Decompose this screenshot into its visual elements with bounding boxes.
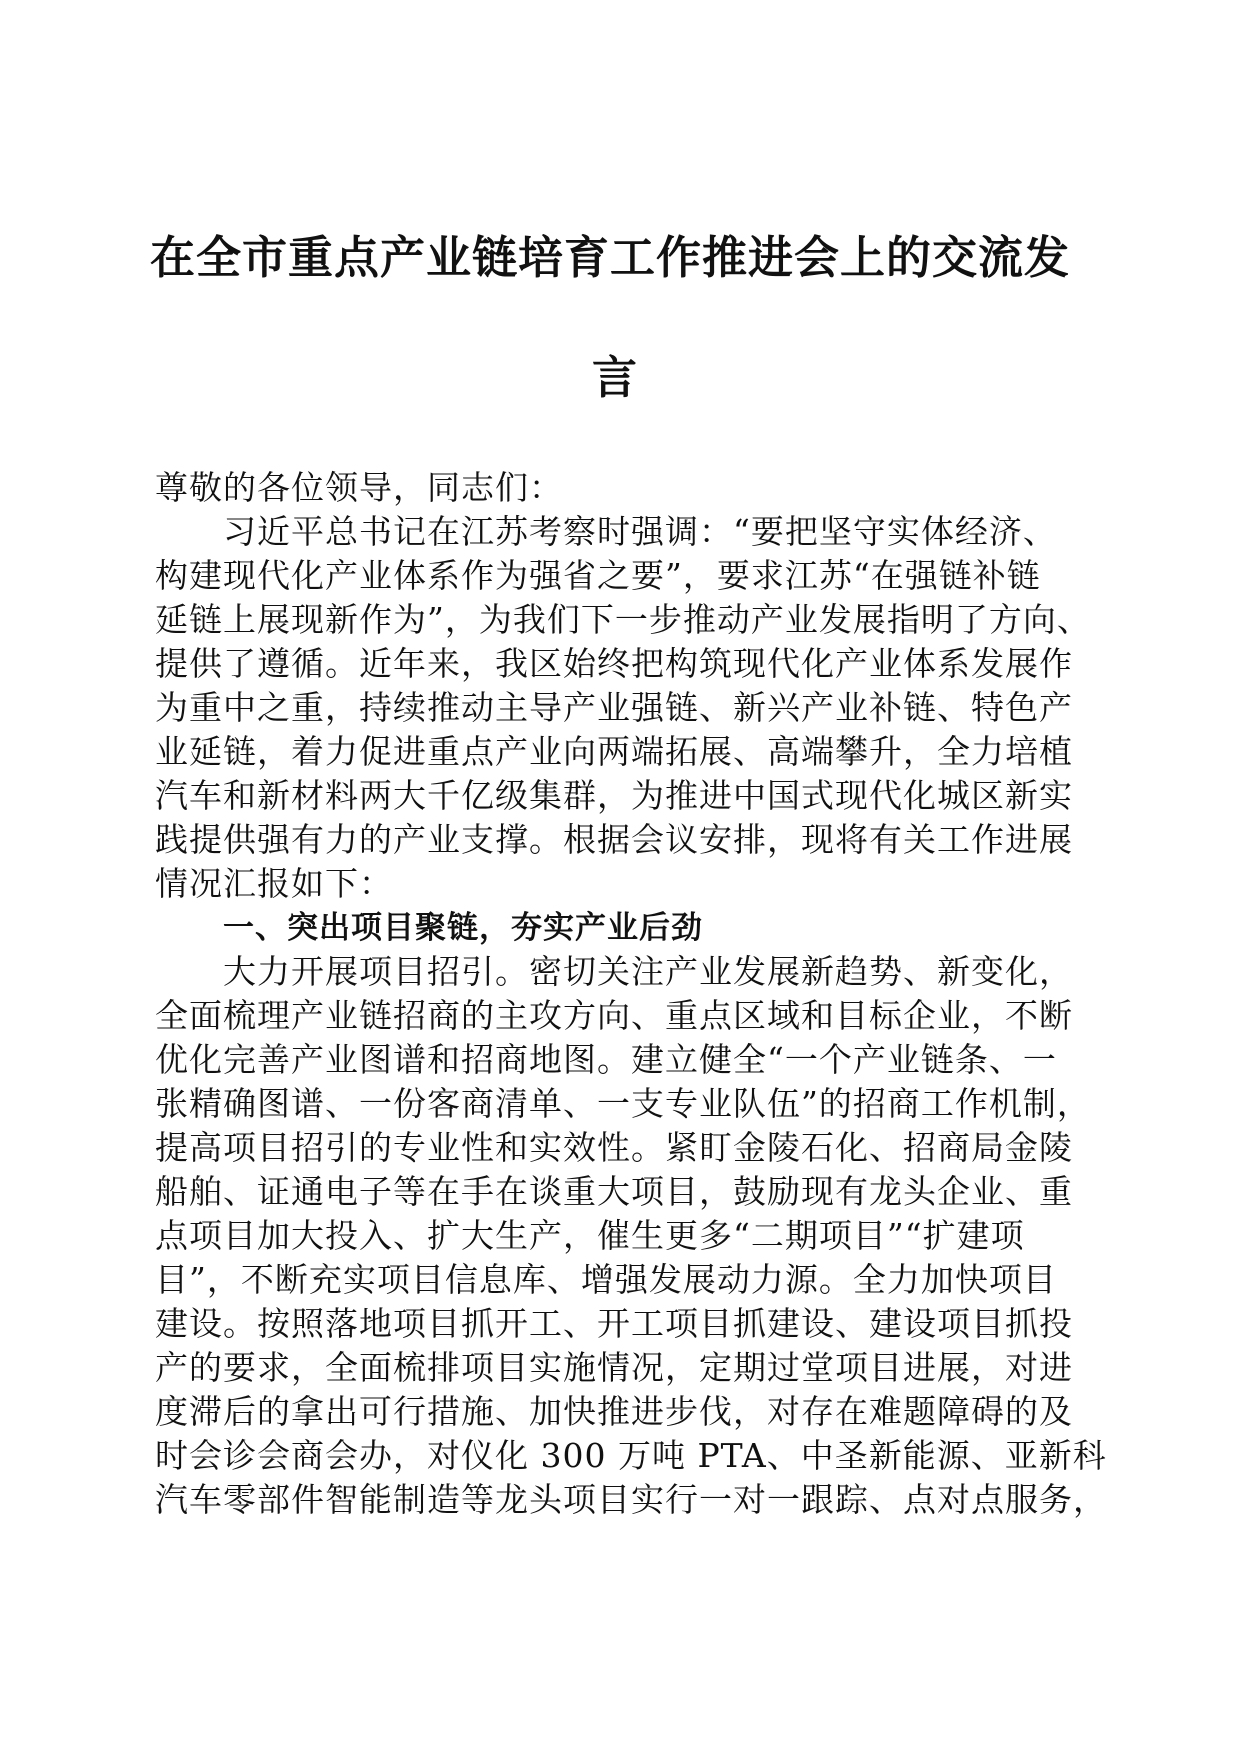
paragraph-line: 习近平总书记在江苏考察时强调：“要把坚守实体经济、 [223,512,1057,551]
paragraph-line: 汽车和新材料两大千亿级集群，为推进中国式现代化城区新实 [155,776,1073,815]
paragraph-line: 点项目加大投入、扩大生产，催生更多“二期项目”“扩建项 [155,1216,1025,1255]
paragraph-line: 提高项目招引的专业性和实效性。紧盯金陵石化、招商局金陵 [155,1128,1073,1167]
paragraph-line: 优化完善产业图谱和招商地图。建立健全“一个产业链条、一 [155,1040,1057,1079]
paragraph-line: 践提供强有力的产业支撑。根据会议安排，现将有关工作进展 [155,820,1073,859]
paragraph-line: 大力开展项目招引。密切关注产业发展新趋势、新变化， [223,952,1073,991]
salutation: 尊敬的各位领导，同志们： [155,468,563,507]
document-title-line-2: 言 [591,351,638,404]
paragraph-line: 全面梳理产业链招商的主攻方向、重点区域和目标企业，不断 [155,996,1073,1035]
paragraph-line: 业延链，着力促进重点产业向两端拓展、高端攀升，全力培植 [155,732,1073,771]
paragraph-line: 为重中之重，持续推动主导产业强链、新兴产业补链、特色产 [155,688,1073,727]
paragraph-line: 时会诊会商会办，对仪化 300 万吨 PTA、中圣新能源、亚新科 [155,1436,1107,1475]
paragraph-line: 张精确图谱、一份客商清单、一支专业队伍”的招商工作机制， [155,1084,1091,1123]
paragraph-line: 建设。按照落地项目抓开工、开工项目抓建设、建设项目抓投 [155,1304,1073,1343]
paragraph-line: 产的要求，全面梳排项目实施情况，定期过堂项目进展，对进 [155,1348,1073,1387]
paragraph-line: 情况汇报如下： [155,864,393,903]
paragraph-line: 构建现代化产业体系作为强省之要”，要求江苏“在强链补链 [155,556,1041,595]
paragraph-line: 延链上展现新作为”，为我们下一步推动产业发展指明了方向、 [155,600,1091,639]
paragraph-line: 目”，不断充实项目信息库、增强发展动力源。全力加快项目 [155,1260,1057,1299]
paragraph-line: 度滞后的拿出可行措施、加快推进步伐，对存在难题障碍的及 [155,1392,1073,1431]
paragraph-line: 汽车零部件智能制造等龙头项目实行一对一跟踪、点对点服务， [155,1480,1107,1519]
section-heading: 一、突出项目聚链，夯实产业后劲 [223,910,703,946]
paragraph-line: 船舶、证通电子等在手在谈重大项目，鼓励现有龙头企业、重 [155,1172,1073,1211]
document-title-line-1: 在全市重点产业链培育工作推进会上的交流发 [150,231,1071,284]
document-body [155,466,1107,1522]
paragraph-line: 提供了遵循。近年来，我区始终把构筑现代化产业体系发展作 [155,644,1073,683]
